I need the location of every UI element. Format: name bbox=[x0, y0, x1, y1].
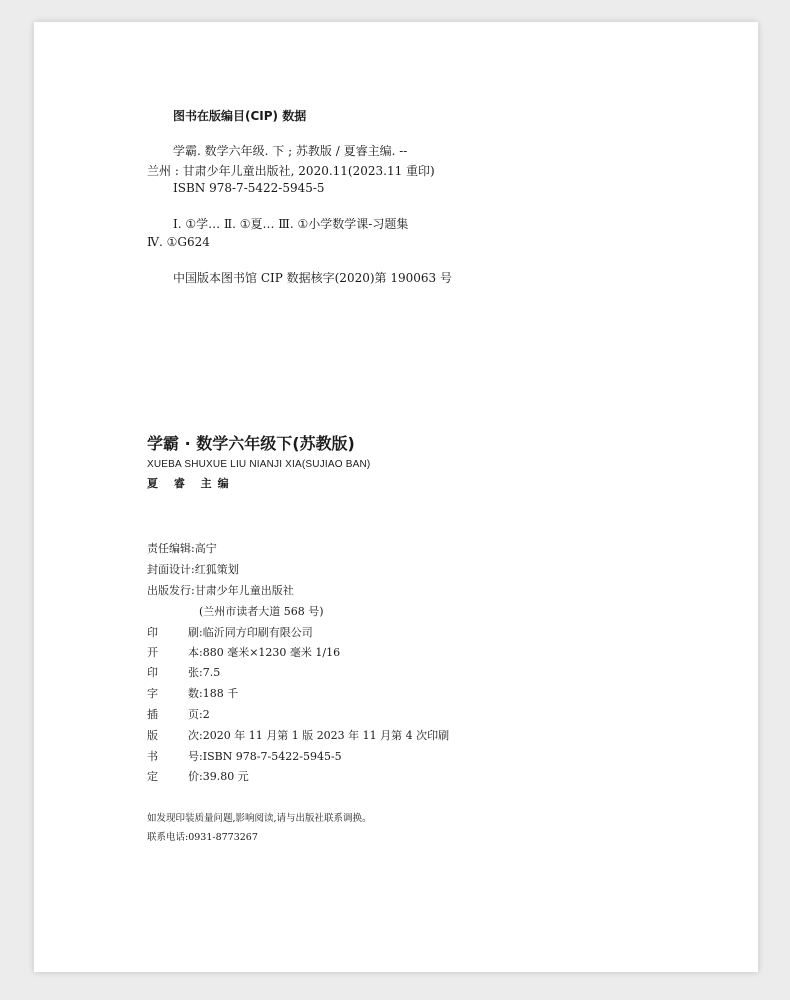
detail-label: 书 号 bbox=[147, 750, 199, 763]
detail-label: 版 次 bbox=[147, 729, 199, 742]
book-title-pinyin: XUEBA SHUXUE LIU NIANJI XIA(SUJIAO BAN) bbox=[147, 459, 371, 470]
detail-value: 880 毫米×1230 毫米 1/16 bbox=[202, 646, 341, 659]
cip-line-isbn: ISBN 978-7-5422-5945-5 bbox=[173, 181, 325, 195]
detail-value: 2 bbox=[202, 708, 210, 721]
detail-value: 红狐策划 bbox=[194, 563, 239, 576]
book-title: 学霸 · 数学六年级下(苏教版) bbox=[147, 434, 355, 453]
contact-phone: 联系电话:0931-8773267 bbox=[147, 832, 258, 843]
detail-row-edition: 版 次:2020 年 11 月第 1 版 2023 年 11 月第 4 次印刷 bbox=[147, 729, 450, 742]
cip-line-publisher: 兰州 : 甘肃少年儿童出版社, 2020.11(2023.11 重印) bbox=[147, 164, 435, 178]
detail-row-printer: 印 刷:临沂同方印刷有限公司 bbox=[147, 626, 313, 639]
detail-row-format: 开 本:880 毫米×1230 毫米 1/16 bbox=[147, 646, 341, 659]
cip-line-record-number: 中国版本图书馆 CIP 数据核字(2020)第 190063 号 bbox=[173, 271, 452, 285]
detail-value: 7.5 bbox=[202, 666, 221, 679]
detail-value: 临沂同方印刷有限公司 bbox=[202, 626, 313, 639]
quality-notice: 如发现印装质量问题,影响阅读,请与出版社联系调换。 bbox=[147, 813, 372, 824]
cip-line-title: 学霸. 数学六年级. 下 ; 苏教版 / 夏睿主编. -- bbox=[173, 144, 408, 158]
detail-row-publisher: 出版发行:甘肃少年儿童出版社 bbox=[147, 584, 294, 597]
detail-value: 2020 年 11 月第 1 版 2023 年 11 月第 4 次印刷 bbox=[202, 729, 450, 742]
detail-label: 封面设计 bbox=[147, 563, 191, 576]
book-editor: 夏 睿 主编 bbox=[147, 477, 235, 490]
detail-row-inserts: 插 页:2 bbox=[147, 708, 210, 721]
detail-label: 印 刷 bbox=[147, 626, 199, 639]
cip-line-classification: Ⅳ. ①G624 bbox=[147, 235, 210, 249]
cip-heading: 图书在版编目(CIP) 数据 bbox=[173, 109, 307, 123]
detail-label: 定 价 bbox=[147, 770, 199, 783]
detail-label: 开 本 bbox=[147, 646, 199, 659]
detail-value: 甘肃少年儿童出版社 bbox=[194, 584, 294, 597]
cip-line-subjects: Ⅰ. ①学… Ⅱ. ①夏… Ⅲ. ①小学数学课-习题集 bbox=[173, 217, 409, 231]
detail-value: (兰州市读者大道 568 号) bbox=[199, 605, 324, 618]
detail-row-word-count: 字 数:188 千 bbox=[147, 687, 239, 700]
detail-value: 188 千 bbox=[202, 687, 239, 700]
detail-row-isbn: 书 号:ISBN 978-7-5422-5945-5 bbox=[147, 750, 342, 763]
detail-label: 出版发行 bbox=[147, 584, 191, 597]
detail-row-sheets: 印 张:7.5 bbox=[147, 666, 221, 679]
detail-label: 印 张 bbox=[147, 666, 199, 679]
detail-value: ISBN 978-7-5422-5945-5 bbox=[202, 750, 342, 763]
detail-label: 插 页 bbox=[147, 708, 199, 721]
detail-row-publisher-address bbox=[199, 603, 324, 619]
detail-row-price: 定 价:39.80 元 bbox=[147, 770, 249, 783]
copyright-page bbox=[34, 22, 758, 972]
detail-row-responsible-editor: 责任编辑:高宁 bbox=[147, 542, 217, 555]
detail-label: 字 数 bbox=[147, 687, 199, 700]
detail-label: 责任编辑 bbox=[147, 542, 191, 555]
detail-row-cover-design: 封面设计:红狐策划 bbox=[147, 563, 239, 576]
detail-value: 高宁 bbox=[194, 542, 217, 555]
detail-value: 39.80 元 bbox=[202, 770, 249, 783]
